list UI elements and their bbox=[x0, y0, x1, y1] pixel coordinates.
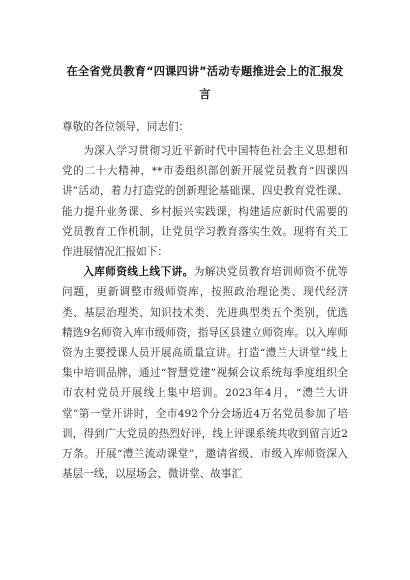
section-heading: 入库师资线上线下讲。 bbox=[83, 266, 194, 279]
title-line-2: 言 bbox=[199, 88, 211, 101]
title-line-1: 在全省党员教育“四课四讲”活动专题推进会上的汇报发 bbox=[66, 65, 344, 78]
section-paragraph-text: 为解决党员教育培训师资不优等问题，更新调整市级师资库，按照政治理论类、现代经济类、基层治理类、知识技术类、先进典型类五个类别，优选精选9名师资入库市级师资，指导区县建立师资库。以入库师资为主要授课人员开展高质量宣讲。打造“澧兰大讲堂”线上集中培训品牌，通过“智慧党建”视频会议系统每季度组织全市农村党员开展线上集中培训。2023年4月，“澧兰大讲堂”第一堂开讲时，全市492个分会场近4万名党员参加了培训，得到广大党员的热烈好评，线上评课系统共收到留言近2万条。开展“澧兰流动课堂”，邀请省级、市级入库师资深入基层一线，以屋场会、微讲堂、故事汇 bbox=[62, 266, 349, 481]
section-paragraph bbox=[62, 262, 348, 484]
intro-paragraph-text: 为深入学习贯彻习近平新时代中国特色社会主义思想和党的二十大精神，**市委组织部创新开展党员教育“四课四讲”活动，着力打造党的创新理论基础课、四史教育党性课、能力提升业务课、乡村振兴实践课，构建适应新时代需要的党员教育工作机制，让党员学习教育落实生效。现将有关工作进展情况汇报如下： bbox=[62, 145, 348, 259]
intro-paragraph bbox=[62, 141, 348, 262]
salutation: 尊敬的各位领导，同志们： bbox=[62, 121, 190, 133]
document-title bbox=[62, 60, 348, 106]
